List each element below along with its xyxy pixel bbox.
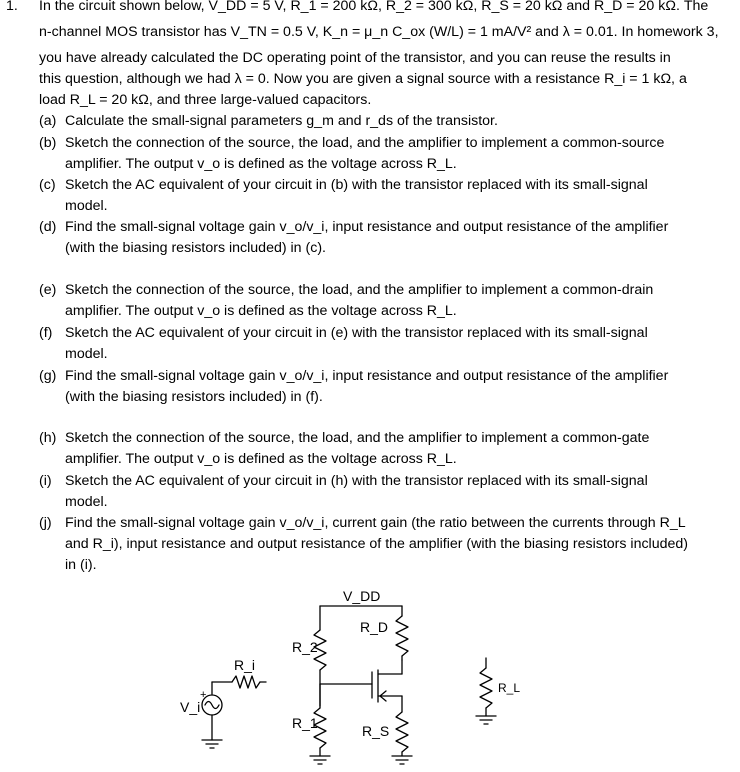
rl-label: R_L bbox=[498, 681, 521, 695]
rl-resistor bbox=[480, 668, 492, 708]
part-g: (g) Find the small-signal voltage gain v_o/v_i, input resistance and output resistance of the amplifier bbox=[39, 368, 669, 384]
part-i-continued: model. bbox=[65, 494, 108, 510]
part-b: (b) Sketch the connection of the source, the load, and the amplifier to implement a common-source bbox=[39, 135, 665, 151]
part-c-continued: model. bbox=[65, 198, 108, 214]
part-f-continued: model. bbox=[65, 346, 108, 362]
plus-sign: + bbox=[200, 689, 207, 701]
ri-label: R_i bbox=[234, 657, 256, 673]
r1-label: R_1 bbox=[292, 715, 318, 731]
intro-line: you have already calculated the DC operating point of the transistor, and you can reuse the results in bbox=[39, 50, 671, 66]
part-i: (i) Sketch the AC equivalent of your circuit in (h) with the transistor replaced with its small-signal bbox=[39, 473, 648, 489]
part-j-continued: in (i). bbox=[65, 557, 97, 573]
rs-resistor bbox=[396, 712, 408, 752]
part-d: (d) Find the small-signal voltage gain v_o/v_i, input resistance and output resistance of the amplifier bbox=[39, 219, 669, 235]
vdd-label: V_DD bbox=[343, 588, 381, 604]
part-h: (h) Sketch the connection of the source, the load, and the amplifier to implement a common-gate bbox=[39, 430, 650, 446]
part-d-continued: (with the biasing resistors included) in (c). bbox=[65, 240, 326, 256]
intro-line: In the circuit shown below, V_DD = 5 V, R_1 = 200 kΩ, R_2 = 300 kΩ, R_S = 20 kΩ and R_D = 20 kΩ. The bbox=[39, 0, 709, 14]
sine-icon bbox=[205, 702, 219, 709]
part-h-continued: amplifier. The output v_o is defined as the voltage across R_L. bbox=[65, 451, 457, 467]
intro-line: load R_L = 20 kΩ, and three large-valued capacitors. bbox=[39, 92, 372, 108]
part-e-continued: amplifier. The output v_o is defined as the voltage across R_L. bbox=[65, 303, 457, 319]
part-e: (e) Sketch the connection of the source, the load, and the amplifier to implement a common-drain bbox=[39, 282, 654, 298]
part-f: (f) Sketch the AC equivalent of your circuit in (e) with the transistor replaced with its small-signal bbox=[39, 325, 648, 341]
part-b-continued: amplifier. The output v_o is defined as the voltage across R_L. bbox=[65, 156, 457, 172]
part-j-continued: and R_i), input resistance and output resistance of the amplifier (with the biasing resistors included) bbox=[65, 536, 688, 552]
part-g-continued: (with the biasing resistors included) in (f). bbox=[65, 389, 323, 405]
vi-label: V_i bbox=[180, 699, 201, 715]
intro-line: n-channel MOS transistor has V_TN = 0.5 V, K_n = μ_n C_ox (W/L) = 1 mA/V² and λ = 0.01. In homework 3, bbox=[39, 24, 719, 40]
part-j: (j) Find the small-signal voltage gain v_o/v_i, current gain (the ratio between the currents through R_L bbox=[39, 515, 686, 531]
part-c: (c) Sketch the AC equivalent of your circuit in (b) with the transistor replaced with its small-signal bbox=[39, 177, 648, 193]
rs-label: R_S bbox=[362, 723, 390, 739]
r2-label: R_2 bbox=[292, 639, 318, 655]
rd-resistor bbox=[396, 616, 408, 656]
ri-resistor bbox=[232, 676, 260, 688]
rd-label: R_D bbox=[360, 619, 389, 635]
intro-line: this question, although we had λ = 0. Now you are given a signal source with a resistance R_i = 1 kΩ, a bbox=[39, 71, 687, 87]
problem-number: 1. bbox=[6, 0, 18, 14]
part-a: (a) Calculate the small-signal parameters g_m and r_ds of the transistor. bbox=[39, 113, 498, 129]
